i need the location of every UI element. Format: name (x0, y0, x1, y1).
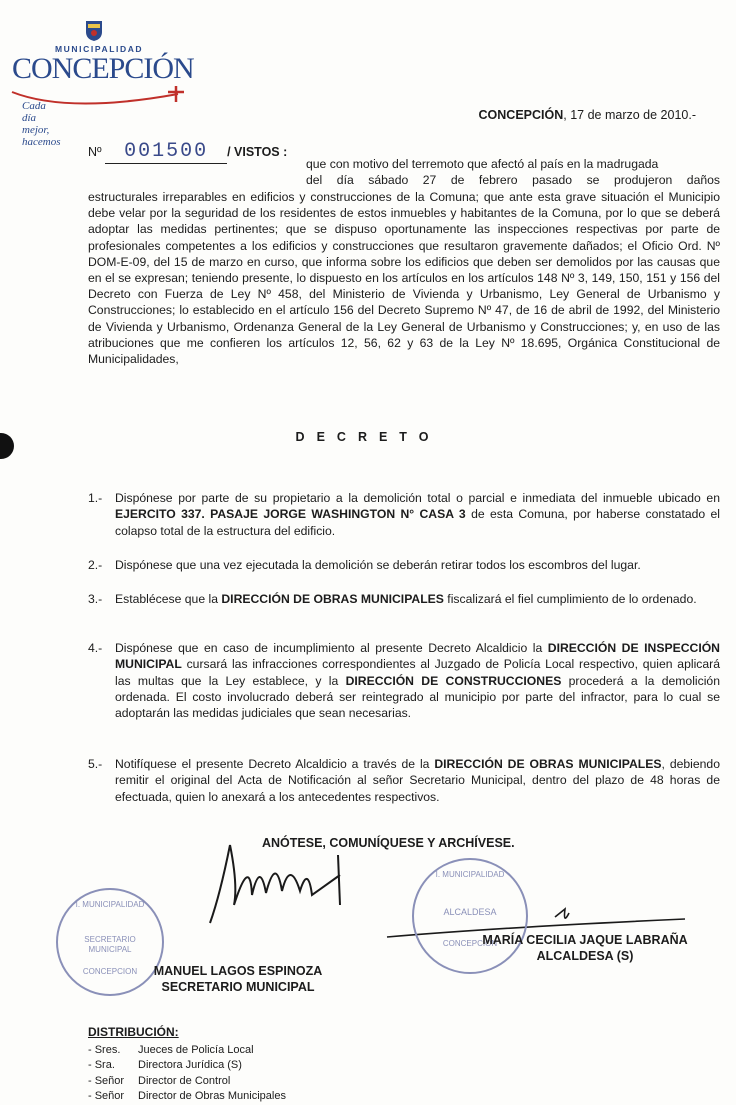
item-text: Establécese que la (115, 592, 222, 606)
item-number: 2.- (88, 558, 103, 572)
stamp-text: CONCEPCION (442, 939, 498, 948)
number-prefix: Nº (88, 145, 102, 159)
closing-formula: ANÓTESE, COMUNÍQUESE Y ARCHÍVESE. (262, 836, 515, 850)
list-item: - Señor Director de Control (88, 1074, 231, 1087)
stamp-text: SECRETARIO MUNICIPAL (84, 935, 136, 954)
item-entity: DIRECCIÓN DE INSPECCIÓN MUNICIPAL (115, 641, 720, 672)
stamp-text: CONCEPCION (82, 967, 138, 976)
mayor-name: MARÍA CECILIA JAQUE LABRAÑA (482, 933, 688, 947)
signer-mayor (455, 932, 715, 964)
decree-number-line (88, 140, 287, 164)
vistos-label: / VISTOS : (227, 145, 288, 159)
decree-item-5 (88, 756, 720, 805)
signer-secretary (138, 963, 338, 995)
stamp-text: I. MUNICIPALIDAD (435, 870, 505, 879)
item-text: , debiendo remitir el original del Acta de Notificación al señor Secretario Municipal, dentro del plazo de 48 horas de efectuada, quien lo anexará a los antecedentes respectivos. (115, 757, 720, 804)
item-number: 4.- (88, 641, 103, 655)
item-text: procederá a la demolición ordenada. El costo involucrado deberá ser reintegrado al municipio por parte del infractor, para lo cual se adoptarán las medidas judiciales que sean necesarias. (115, 673, 720, 721)
distribution-title: DISTRIBUCIÓN: (88, 1025, 179, 1039)
distribution (88, 1025, 286, 1105)
decree-item-1 (88, 490, 720, 539)
vistos-line-2: del día sábado 27 de febrero pasado se produjeron daños (306, 173, 720, 187)
secretary-role: SECRETARIO MUNICIPAL (161, 980, 315, 994)
logo-slogan: Cada día mejor, hacemos (22, 100, 61, 148)
decree-item-2 (88, 557, 720, 573)
logo-name: CONCEPCIÓN (12, 52, 194, 85)
item-text: cursará las infracciones correspondientes al Juzgado de Policía Local respectivo, quien aplicará las multas que la Ley establece, y la (115, 657, 720, 688)
list-item: - Sra. Directora Jurídica (S) (88, 1059, 242, 1071)
place-date (479, 108, 696, 122)
date: , 17 de marzo de 2010.- (563, 108, 696, 122)
item-text: de esta Comuna, por haberse constatado el colapso total de la estructura del edificio. (115, 507, 720, 538)
item-entity: DIRECCIÓN DE CONSTRUCCIONES (345, 673, 562, 688)
decree-item-3 (88, 591, 720, 607)
stamp-text: ALCALDESA (443, 907, 497, 917)
vistos-body: estructurales irreparables en edificios y construcciones de la Comuna; que ante esta grave situación el Municipio debe velar por la seguridad de los residentes de estos inmuebles y habitantes de la Comuna, por lo que se deberá adoptar las medidas pertinentes; que se dispuso oportunamente las inspecciones respectivas por parte de profesionales competentes a los edificios y construcciones que resultaron gravemente dañados; el Oficio Ord. Nº DOM-E-09, del 15 de marzo en curso, que informa sobre los edificios que deben ser demolidos por las causas que en el se expresan; teniendo presente, lo dispuesto en los artículos en los artículos 148 Nº 3, 149, 150, 151 y 156 del Decreto con Fuerza de Ley Nº 458, del Ministerio de Vivienda y Urbanismo, Ley General de Urbanismo y Construcciones; lo establecido en el artículo 156 del Decreto Supremo Nº 47, de 16 de abril de 1992, del Ministerio de Vivienda y Urbanismo, Ordenanza General de la Ley General de Urbanismo y Construcciones; y, en uso de las atribuciones que me confieren los artículos 12, 56, 62 y 63 de la Ley Nº 18.695, Orgánica Constitucional de Municipalidades, (88, 190, 720, 367)
item-number: 1.- (88, 491, 103, 505)
signature-secretary (190, 835, 370, 930)
item-text: Dispónese por parte de su propietario a la demolición total o parcial e inmediata del inmueble ubicado en (115, 491, 720, 505)
secretary-name: MANUEL LAGOS ESPINOZA (153, 964, 323, 978)
decree-item-4 (88, 640, 720, 721)
item-text: Notifíquese el presente Decreto Alcaldicio a través de la (115, 757, 435, 771)
list-item: - Sres. Jueces de Policía Local (88, 1043, 254, 1056)
item-number: 3.- (88, 592, 103, 606)
item-text: fiscalizará el fiel cumplimiento de lo ordenado. (443, 592, 697, 606)
item-address: EJERCITO 337. PASAJE JORGE WASHINGTON N° CASA 3 (115, 507, 466, 522)
logo-municipalidad: MUNICIPALIDAD (55, 44, 144, 54)
decreto-title: DECRETO (295, 430, 441, 444)
stamp-text: I. MUNICIPALIDAD (75, 900, 145, 909)
item-entity: DIRECCIÓN DE OBRAS MUNICIPALES (434, 757, 662, 771)
coat-of-arms-icon (85, 20, 103, 42)
item-text: Dispónese que en caso de incumplimiento al presente Decreto Alcaldicio la (115, 641, 548, 655)
list-item: - Señor Director de Obras Municipales (88, 1090, 286, 1102)
mayor-role: ALCALDESA (S) (536, 949, 634, 963)
place: CONCEPCIÓN (478, 108, 564, 122)
decree-number: 001500 (105, 140, 227, 164)
item-number: 5.- (88, 757, 103, 771)
item-text: Dispónese que una vez ejecutada la demolición se deberán retirar todos los escombros del lugar. (115, 558, 641, 572)
vistos-line-1: que con motivo del terremoto que afectó al país en la madrugada (306, 157, 659, 171)
item-entity: DIRECCIÓN DE OBRAS MUNICIPALES (221, 592, 444, 606)
